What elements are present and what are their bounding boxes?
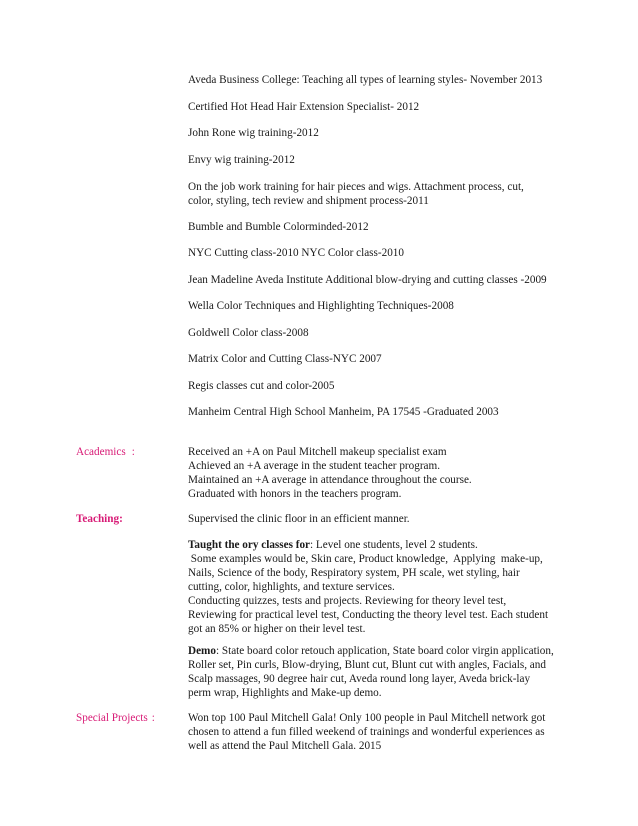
theory-heading-rest: : Level one students, level 2 students.	[310, 539, 478, 551]
training-line: Regis classes cut and color-2005	[188, 380, 335, 392]
training-entry	[188, 126, 588, 140]
training-line: Aveda Business College: Teaching all types of learning styles- November 2013	[188, 74, 543, 86]
training-entry	[188, 352, 588, 366]
training-entry	[188, 180, 588, 208]
special-projects-line: Won top 100 Paul Mitchell Gala! Only 100 people in Paul Mitchell network got	[188, 712, 546, 724]
academics-section	[188, 445, 598, 501]
training-entry	[188, 405, 588, 419]
training-line: Jean Madeline Aveda Institute Additional blow-drying and cutting classes -2009	[188, 274, 547, 286]
special-projects-section	[188, 711, 598, 753]
training-line: Goldwell Color class-2008	[188, 327, 309, 339]
theory-heading: Taught the ory classes for	[188, 539, 311, 551]
training-line: NYC Cutting class-2010 NYC Color class-2010	[188, 247, 404, 259]
special-projects-line: chosen to attend a fun filled weekend of trainings and wonderful experiences as	[188, 726, 545, 738]
training-line: On the job work training for hair pieces and wigs. Attachment process, cut,	[188, 181, 524, 193]
demo-line: perm wrap, Highlights and Make-up demo.	[188, 687, 382, 699]
academics-line: Graduated with honors in the teachers program.	[188, 488, 402, 500]
demo-heading-line	[188, 644, 598, 658]
training-entry	[188, 100, 588, 114]
training-entry	[188, 326, 588, 340]
training-entry	[188, 73, 588, 87]
demo-line: Scalp massages, 90 degree hair cut, Aveda round long layer, Aveda brick-lay	[188, 673, 531, 685]
theory-line: Conducting quizzes, tests and projects. Reviewing for theory level test,	[188, 595, 507, 607]
theory-line: cutting, color, highlights, and texture services.	[188, 581, 395, 593]
theory-line: Some examples would be, Skin care, Product knowledge, Applying make-up,	[188, 553, 543, 565]
teaching-intro	[188, 512, 598, 526]
academics-line: Achieved an +A average in the student teacher program.	[188, 460, 441, 472]
special-projects-label: Special Projects :	[76, 712, 155, 724]
demo-heading: Demo	[188, 645, 216, 657]
training-line: Bumble and Bumble Colorminded-2012	[188, 221, 369, 233]
training-line: Manheim Central High School Manheim, PA 17545 -Graduated 2003	[188, 406, 499, 418]
theory-heading-line	[188, 538, 598, 552]
theory-line: got an 85% or higher on their level test.	[188, 623, 366, 635]
training-entry	[188, 379, 588, 393]
demo-line: Roller set, Pin curls, Blow-drying, Blunt cut, Blunt cut with angles, Facials, and	[188, 659, 546, 671]
theory-line: Nails, Science of the body, Respiratory system, PH scale, wet styling, hair	[188, 567, 520, 579]
special-projects-line: well as attend the Paul Mitchell Gala. 2015	[188, 740, 382, 752]
theory-line: Reviewing for practical level test, Conducting the theory level test. Each student	[188, 609, 549, 621]
training-line: Envy wig training-2012	[188, 154, 295, 166]
academics-line: Maintained an +A average in attendance throughout the course.	[188, 474, 472, 486]
training-line: Wella Color Techniques and Highlighting Techniques-2008	[188, 300, 454, 312]
training-entry	[188, 153, 588, 167]
academics-line: Received an +A on Paul Mitchell makeup specialist exam	[188, 446, 447, 458]
academics-label: Academics :	[76, 446, 135, 458]
teaching-theory	[188, 538, 598, 636]
teaching-intro-line: Supervised the clinic floor in an efficient manner.	[188, 513, 410, 525]
training-line: color, styling, tech review and shipment process-2011	[188, 195, 429, 207]
teaching-demo	[188, 644, 598, 700]
teaching-label: Teaching:	[76, 513, 123, 525]
training-line: Certified Hot Head Hair Extension Specialist- 2012	[188, 101, 420, 113]
training-entry	[188, 299, 588, 313]
training-line: John Rone wig training-2012	[188, 127, 319, 139]
demo-heading-rest: : State board color retouch application, State board color virgin application,	[215, 645, 554, 657]
training-entry	[188, 246, 588, 260]
training-entry	[188, 273, 588, 287]
training-line: Matrix Color and Cutting Class-NYC 2007	[188, 353, 382, 365]
training-entry	[188, 220, 588, 234]
